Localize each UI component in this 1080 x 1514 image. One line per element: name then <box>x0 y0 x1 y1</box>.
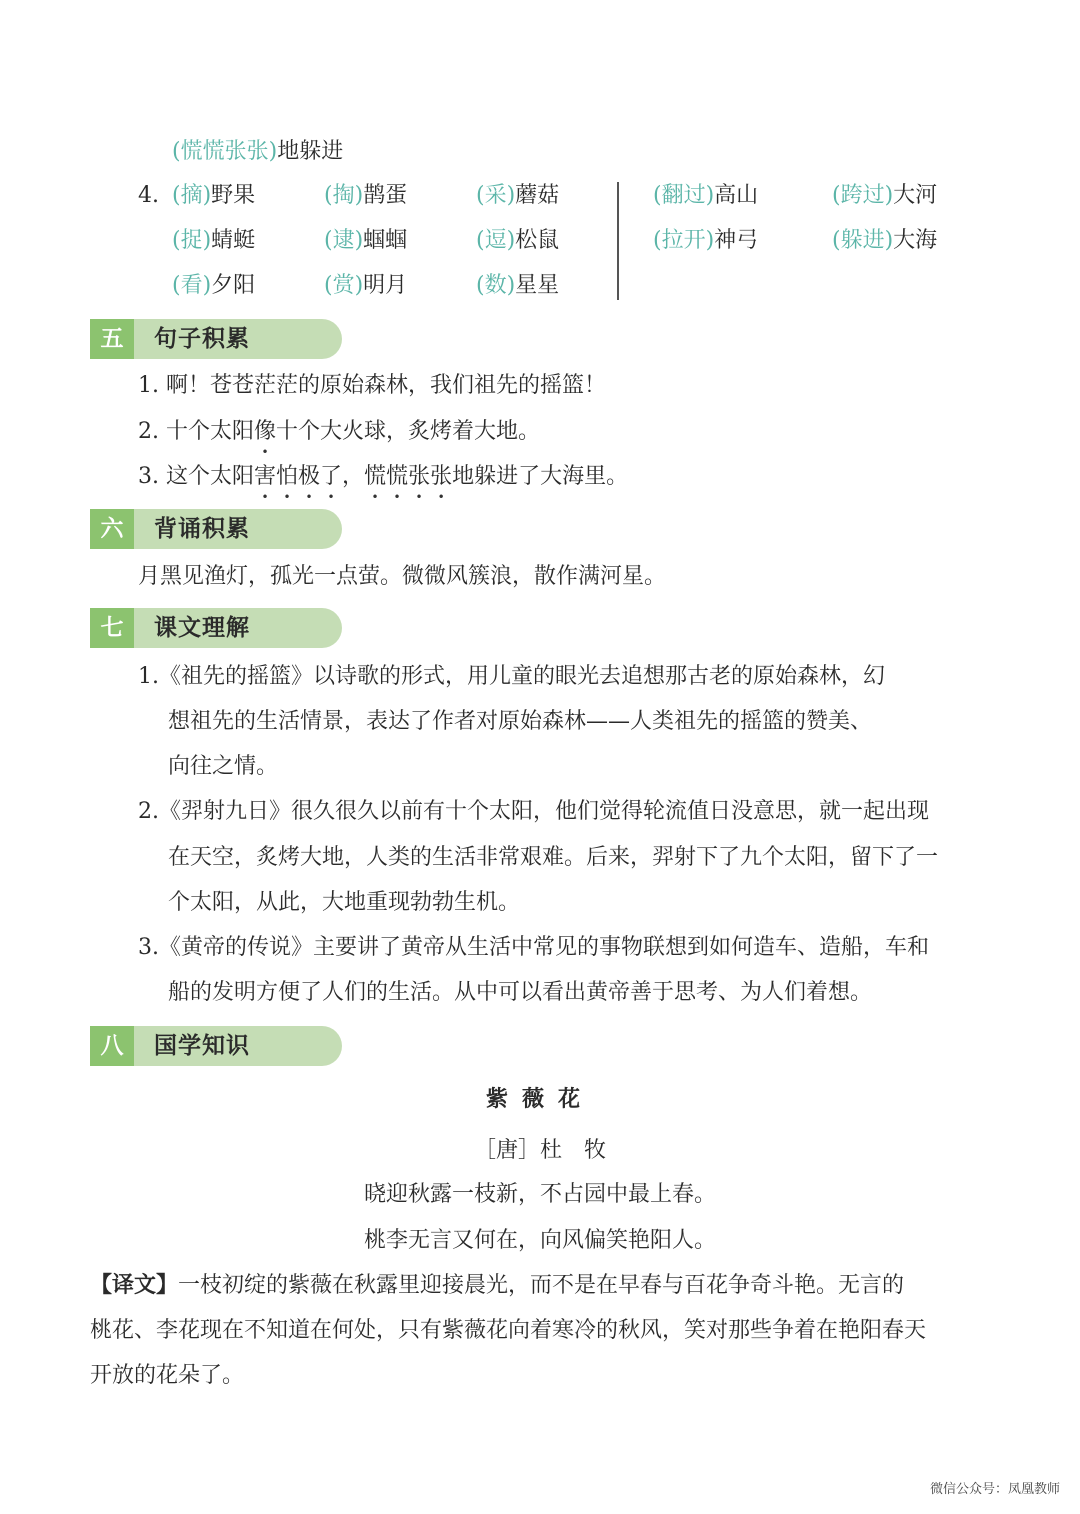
emphasis-dotted: 张 <box>408 464 431 489</box>
q3-tail-line: (慌慌张张)地躲进 <box>172 139 344 164</box>
understanding-line: 个太阳，从此，大地重现勃勃生机。 <box>168 890 521 915</box>
answer-paren: (慌慌张张) <box>172 139 278 164</box>
answer-paren: (赏) <box>324 273 364 298</box>
poem-line: 桃李无言又何在，向风偏笑艳阳人。 <box>363 1228 716 1253</box>
answer-paren: (逮) <box>324 228 364 253</box>
section-number: 八 <box>90 1026 134 1066</box>
sentence-3: 3. 这个太阳害怕极了，慌慌张张地躲进了大海里。 <box>138 464 629 489</box>
q4-word: 蝈蝈 <box>363 228 408 253</box>
understanding-line: 想祖先的生活情景，表达了作者对原始森林——人类祖先的摇篮的赞美、 <box>168 709 873 734</box>
q4-item <box>324 181 407 211</box>
q4-word: 鹊蛋 <box>363 183 408 208</box>
section-number: 六 <box>90 509 134 549</box>
emphasis-dotted: 张 <box>430 464 453 489</box>
emphasis-dotted-group <box>254 464 342 489</box>
poem-title: 紫薇花 <box>485 1087 594 1112</box>
q4-item <box>172 226 255 256</box>
answer-paren: (逗) <box>476 228 516 253</box>
section-title: 句子积累 <box>154 326 250 352</box>
section-title: 课文理解 <box>154 615 250 641</box>
q4-word: 明月 <box>363 273 408 298</box>
answer-paren: (掏) <box>324 183 364 208</box>
q4-word: 神弓 <box>714 228 759 253</box>
section-number: 五 <box>90 319 134 359</box>
q4-word: 松鼠 <box>515 228 560 253</box>
understanding-line: 在天空，炙烤大地，人类的生活非常艰难。后来，羿射下了九个太阳，留下了一 <box>168 845 939 870</box>
emphasis-dotted: 慌 <box>364 464 387 489</box>
emphasis-dotted: 了 <box>320 464 343 489</box>
understanding-line: 船的发明方便了人们的生活。从中可以看出黄帝善于思考、为人们着想。 <box>168 980 873 1005</box>
q4-item <box>172 181 255 211</box>
section-title: 国学知识 <box>154 1033 250 1059</box>
translation-line: 桃花、李花现在不知道在何处，只有紫薇花向着寒冷的秋风，笑对那些争着在艳阳春天 <box>90 1318 927 1343</box>
footer-credit: 微信公众号：凤凰教师 <box>929 1482 1060 1497</box>
answer-paren: (捉) <box>172 228 212 253</box>
poem-author: ［唐］杜 牧 <box>473 1138 606 1163</box>
q4-word: 大海 <box>893 228 938 253</box>
q4-item <box>653 181 758 211</box>
section-number: 七 <box>90 608 134 648</box>
answer-paren: (跨过) <box>832 183 894 208</box>
q4-word: 大河 <box>893 183 938 208</box>
q4-item <box>172 271 255 301</box>
section-header-7 <box>90 608 342 648</box>
translation-line: 开放的花朵了。 <box>90 1363 245 1388</box>
q4-item <box>832 181 937 211</box>
emphasis-dotted: 怕 <box>276 464 299 489</box>
translation-label: 【译文】 <box>90 1273 179 1298</box>
answer-paren: (翻过) <box>653 183 715 208</box>
q4-word: 蘑菇 <box>515 183 560 208</box>
emphasis-dotted-group <box>364 464 452 489</box>
q4-item <box>476 226 559 256</box>
sentence-1: 1. 啊！苍苍茫茫的原始森林，我们祖先的摇篮！ <box>138 373 606 398</box>
q4-item <box>324 226 407 256</box>
answer-paren: (拉开) <box>653 228 715 253</box>
sentence-2: 2. 十个太阳像十个大火球，炙烤着大地。 <box>138 419 541 444</box>
understanding-line: 向往之情。 <box>168 754 279 779</box>
poem-line: 晓迎秋露一枝新，不占园中最上春。 <box>363 1182 716 1207</box>
emphasis-dotted: 极 <box>298 464 321 489</box>
answer-paren: (数) <box>476 273 516 298</box>
q4-item <box>653 226 758 256</box>
emphasis-dotted: 慌 <box>386 464 409 489</box>
q4-divider <box>617 182 619 300</box>
answer-paren: (摘) <box>172 183 212 208</box>
q4-item <box>476 271 559 301</box>
section-title: 背诵积累 <box>154 516 250 542</box>
emphasis-dotted: 像 <box>253 419 276 444</box>
translation-line: 【译文】一枝初绽的紫薇在秋露里迎接晨光，而不是在早春与百花争奇斗艳。无言的 <box>90 1273 905 1298</box>
q4-item <box>324 271 407 301</box>
q4-word: 野果 <box>211 183 256 208</box>
emphasis-dotted: 害 <box>253 464 276 489</box>
q4-word: 星星 <box>515 273 560 298</box>
q4-item <box>476 181 559 211</box>
q4-word: 高山 <box>714 183 759 208</box>
understanding-line: 3.《黄帝的传说》主要讲了黄帝从生活中常见的事物联想到如何造车、造船，车和 <box>138 935 929 960</box>
q4-word: 蜻蜓 <box>211 228 256 253</box>
recitation-text: 月黑见渔灯，孤光一点萤。微微风簇浪，散作满河星。 <box>138 564 667 589</box>
section-header-6 <box>90 509 342 549</box>
answer-paren: (躲进) <box>832 228 894 253</box>
section-header-5 <box>90 319 342 359</box>
understanding-line: 2.《羿射九日》很久很久以前有十个太阳，他们觉得轮流值日没意思，就一起出现 <box>138 799 929 824</box>
q4-item <box>832 226 937 256</box>
understanding-line: 1.《祖先的摇篮》以诗歌的形式，用儿童的眼光去追想那古老的原始森林，幻 <box>138 664 885 689</box>
answer-paren: (采) <box>476 183 516 208</box>
q4-word: 夕阳 <box>211 273 256 298</box>
section-header-8 <box>90 1026 342 1066</box>
q4-number: 4. <box>138 183 159 208</box>
answer-paren: (看) <box>172 273 212 298</box>
